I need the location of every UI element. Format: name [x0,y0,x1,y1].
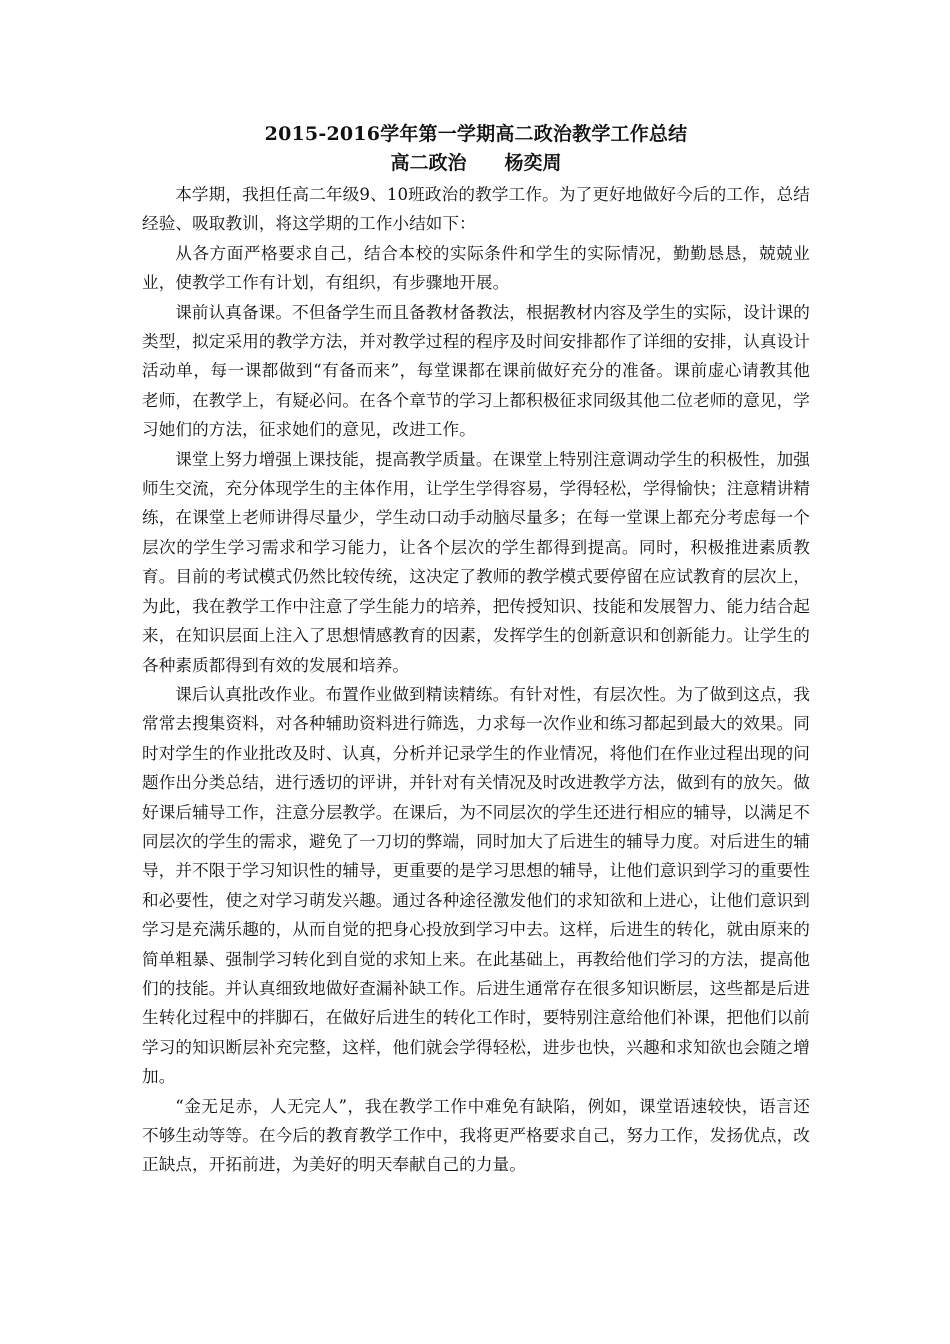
paragraph-lesson-preparation: 课前认真备课。不但备学生而且备教材备教法，根据教材内容及学生的实际，设计课的类型，拟定采用的教学方法，并对教学过程的程序及时间安排都作了详细的安排，认真设计活动单，每一课都做到“有备而来”，每堂课都在课前做好充分的准备。课前虚心请教其他老师，在教学上，有疑必问。在各个章节的学习上都积极征求同级其他二位老师的意见，学习她们的方法，征求她们的意见，改进工作。 [142,302,810,440]
paragraph-attitude: 从各方面严格要求自己，结合本校的实际条件和学生的实际情况，勤勤恳恳，兢兢业业，使教学工作有计划，有组织，有步骤地开展。 [142,243,810,293]
paragraph-classroom-teaching: 课堂上努力增强上课技能，提高教学质量。在课堂上特别注意调动学生的积极性，加强师生交流，充分体现学生的主体作用，让学生学得容易，学得轻松，学得愉快；注意精讲精练，在课堂上老师讲得尽量少，学生动口动手动脑尽量多；在每一堂课上都充分考虑每一个层次的学生学习需求和学习能力，让各个层次的学生都得到提高。同时，积极推进素质教育。目前的考试模式仍然比较传统，这决定了教师的教学模式要停留在应试教育的层次上，为此，我在教学工作中注意了学生能力的培养，把传授知识、技能和发展智力、能力结合起来，在知识层面上注入了思想情感教育的因素，发挥学生的创新意识和创新能力。让学生的各种素质都得到有效的发展和培养。 [142,449,810,675]
paragraph-homework-tutoring: 课后认真批改作业。布置作业做到精读精练。有针对性，有层次性。为了做到这点，我常常去搜集资料，对各种辅助资料进行筛选，力求每一次作业和练习都起到最大的效果。同时对学生的作业批改及时、认真，分析并记录学生的作业情况，将他们在作业过程出现的问题作出分类总结，进行透切的评讲，并针对有关情况及时改进教学方法，做到有的放矢。做好课后辅导工作，注意分层教学。在课后，为不同层次的学生还进行相应的辅导，以满足不同层次的学生的需求，避免了一刀切的弊端，同时加大了后进生的辅导力度。对后进生的辅导，并不限于学习知识性的辅导，更重要的是学习思想的辅导，让他们意识到学习的重要性和必要性，使之对学习萌发兴趣。通过各种途径激发他们的求知欲和上进心，让他们意识到学习是充满乐趣的，从而自觉的把身心投放到学习中去。这样，后进生的转化，就由原来的简单粗暴、强制学习转化到自觉的求知上来。在此基础上，再教给他们学习的方法，提高他们的技能。并认真细致地做好查漏补缺工作。后进生通常存在很多知识断层，这些都是后进生转化过程中的拌脚石，在做好后进生的转化工作时，要特别注意给他们补课，把他们以前学习的知识断层补充完整，这样，他们就会学得轻松，进步也快，兴趣和求知欲也会随之增加。 [142,684,810,1087]
document-title: 2015-2016学年第一学期高二政治教学工作总结 [264,123,688,145]
document-subtitle: 高二政治 杨奕周 [390,152,562,174]
paragraph-intro: 本学期，我担任高二年级9、10班政治的教学工作。为了更好地做好今后的工作，总结经验、吸取教训，将这学期的工作小结如下： [142,185,810,234]
paragraph-conclusion: “金无足赤，人无完人”，我在教学工作中难免有缺陷，例如，课堂语速较快，语言还不够生动等等。在今后的教育教学工作中，我将更严格要求自己，努力工作，发扬优点，改正缺点，开拓前进，为美好的明天奉献自己的力量。 [142,1096,810,1175]
document-content [142,120,810,1180]
